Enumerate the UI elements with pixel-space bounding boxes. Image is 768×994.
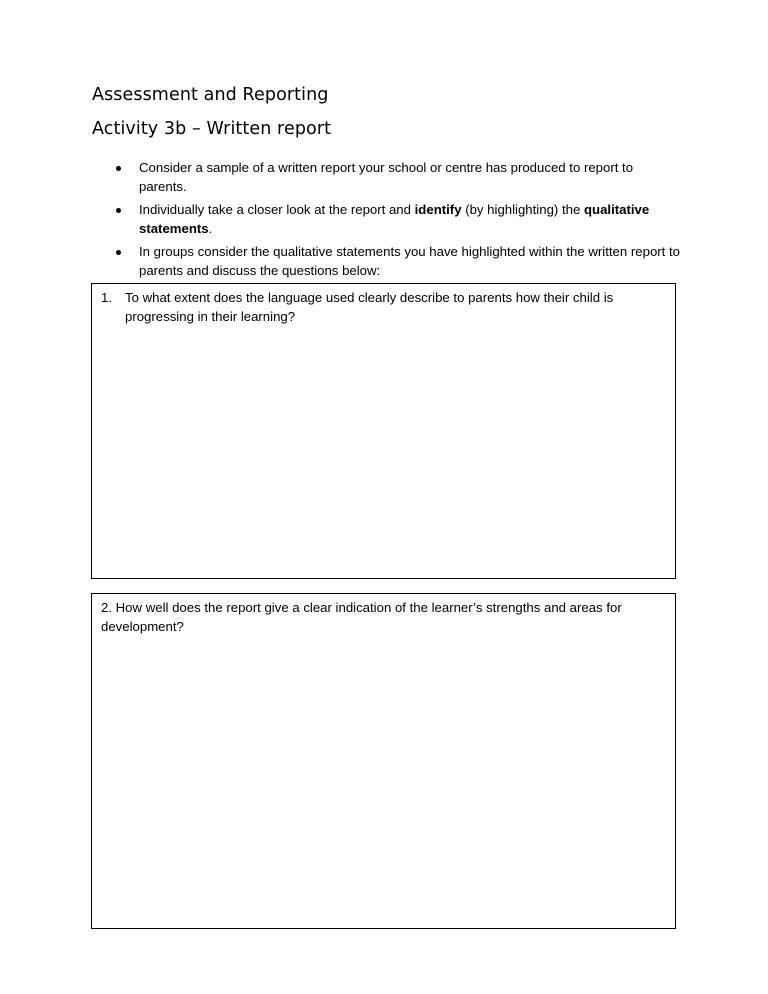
question-1-number: 1.	[101, 290, 112, 305]
instruction-text: Consider a sample of a written report your school or centre has produced to report to parents.	[139, 160, 634, 194]
question-1-text: To what extent does the language used clearly describe to parents how their child is progressing in their learning?	[125, 290, 614, 324]
bullet-icon	[116, 250, 121, 255]
instruction-text: In groups consider the qualitative statements you have highlighted within the written report to parents and discuss the questions below:	[139, 244, 681, 278]
question-2-answer-box[interactable]	[91, 593, 676, 929]
instruction-text-start: Individually take a closer look at the report and	[139, 202, 415, 217]
question-1-answer-box[interactable]	[91, 283, 676, 579]
bullet-icon	[116, 166, 121, 171]
question-1	[92, 284, 675, 326]
instruction-list	[92, 159, 682, 285]
activity-title: Activity 3b – Written report	[92, 119, 332, 139]
instruction-text-middle: (by highlighting) the	[461, 202, 584, 217]
instruction-emphasis-qualitative: qualitative statements	[139, 202, 650, 236]
list-item	[92, 243, 682, 280]
instruction-emphasis-identify: identify	[414, 202, 462, 217]
list-item	[92, 159, 682, 196]
bullet-icon	[116, 208, 121, 213]
document-title: Assessment and Reporting	[92, 85, 329, 105]
question-2-text: 2. How well does the report give a clear indication of the learner’s strengths and areas for development?	[101, 600, 622, 634]
instruction-text-end: .	[208, 220, 213, 236]
list-item	[92, 201, 682, 238]
